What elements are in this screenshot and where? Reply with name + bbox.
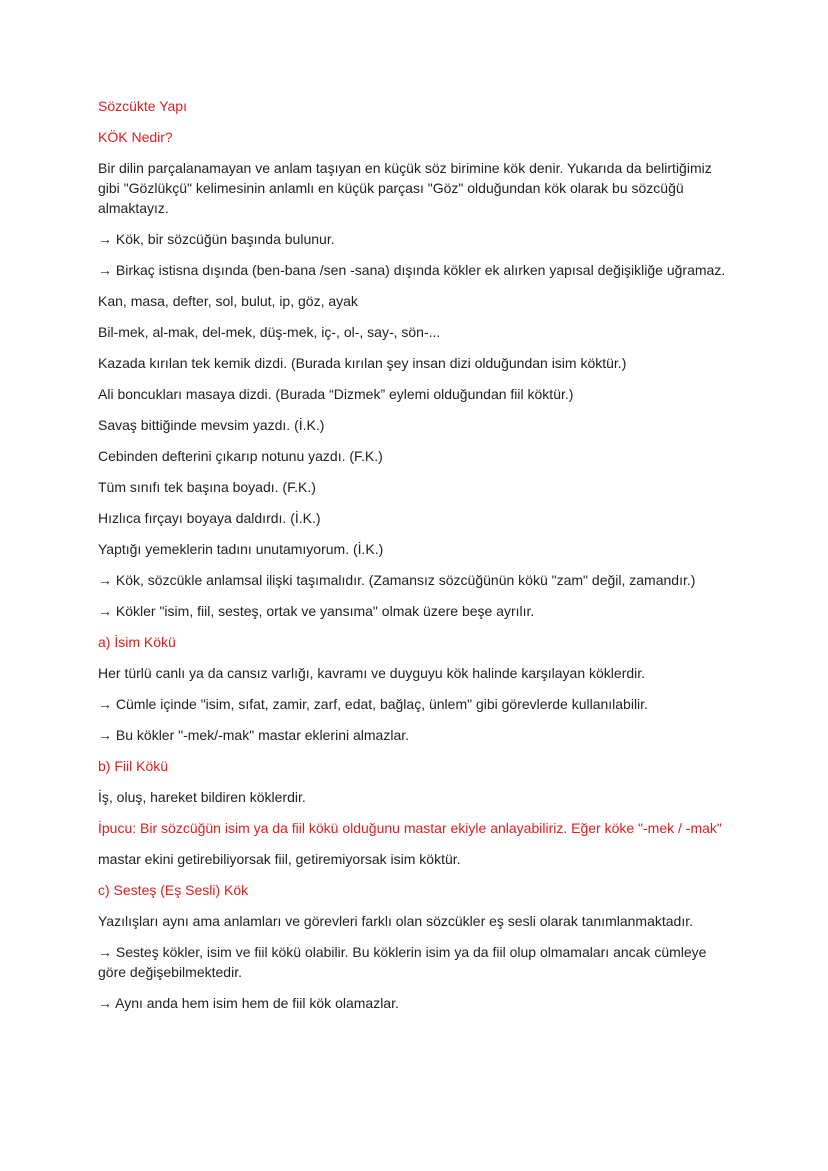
bullet-paragraph: → Aynı anda hem isim hem de fiil kök olamazlar.	[98, 995, 399, 1011]
tip-paragraph: İpucu: Bir sözcüğün isim ya da fiil kökü olduğunu mastar ekiyle anlayabiliriz. Eğer köke "-mek / -mak"	[98, 820, 722, 836]
example-line: Hızlıca fırçayı boyaya daldırdı. (İ.K.)	[98, 510, 321, 526]
example-line: Tüm sınıfı tek başına boyadı. (F.K.)	[98, 479, 316, 495]
paragraph: Bir dilin parçalanamayan ve anlam taşıyan en küçük söz birimine kök denir. Yukarıda da belirtiğimiz gibi "Gözlükçü" kelimesinin anlamlı en küçük parçası "Göz" olduğundan kök olarak bu sözcüğü almaktayız.	[98, 160, 712, 216]
bullet-paragraph: → Sesteş kökler, isim ve fiil kökü olabilir. Bu köklerin isim ya da fiil olup olmamaları ancak cümleye göre değişebilmektedir.	[98, 944, 707, 980]
bullet-paragraph: → Kökler "isim, fiil, sesteş, ortak ve yansıma" olmak üzere beşe ayrılır.	[98, 603, 535, 619]
paragraph: mastar ekini getirebiliyorsak fiil, getiremiyorsak isim köktür.	[98, 851, 461, 867]
bullet-paragraph: → Bu kökler "-mek/-mak" mastar eklerini almazlar.	[98, 727, 410, 743]
bullet-paragraph: → Kök, bir sözcüğün başında bulunur.	[98, 231, 335, 247]
example-line: Kazada kırılan tek kemik dizdi. (Burada kırılan şey insan dizi olduğundan isim köktür.)	[98, 355, 627, 371]
paragraph: Her türlü canlı ya da cansız varlığı, kavramı ve duyguyu kök halinde karşılayan köklerdir.	[98, 665, 646, 681]
bullet-paragraph: → Cümle içinde "isim, sıfat, zamir, zarf, edat, bağlaç, ünlem" gibi görevlerde kullanılabilir.	[98, 696, 648, 712]
bullet-paragraph: → Birkaç istisna dışında (ben-bana /sen -sana) dışında kökler ek alırken yapısal değişikliğe uğramaz.	[98, 262, 726, 278]
section-heading: c) Sesteş (Eş Sesli) Kök	[98, 882, 249, 898]
paragraph: İş, oluş, hareket bildiren köklerdir.	[98, 789, 306, 805]
example-line: Bil-mek, al-mak, del-mek, düş-mek, iç-, ol-, say-, sön-...	[98, 324, 441, 340]
example-line: Savaş bittiğinde mevsim yazdı. (İ.K.)	[98, 417, 325, 433]
section-heading: a) İsim Kökü	[98, 634, 176, 650]
example-line: Kan, masa, defter, sol, bulut, ip, göz, ayak	[98, 293, 358, 309]
section-heading: b) Fiil Kökü	[98, 758, 169, 774]
section-heading: KÖK Nedir?	[98, 129, 173, 145]
bullet-paragraph: → Kök, sözcükle anlamsal ilişki taşımalıdır. (Zamansız sözcüğünün kökü "zam" değil, zamandır.)	[98, 572, 696, 588]
document-title: Sözcükte Yapı	[98, 98, 187, 114]
example-line: Ali boncukları masaya dizdi. (Burada “Dizmek” eylemi olduğundan fiil köktür.)	[98, 386, 574, 402]
example-line: Cebinden defterini çıkarıp notunu yazdı. (F.K.)	[98, 448, 383, 464]
paragraph: Yazılışları aynı ama anlamları ve görevleri farklı olan sözcükler eş sesli olarak tanımlanmaktadır.	[98, 913, 693, 929]
document-page	[98, 96, 728, 1024]
example-line: Yaptığı yemeklerin tadını unutamıyorum. (İ.K.)	[98, 541, 384, 557]
